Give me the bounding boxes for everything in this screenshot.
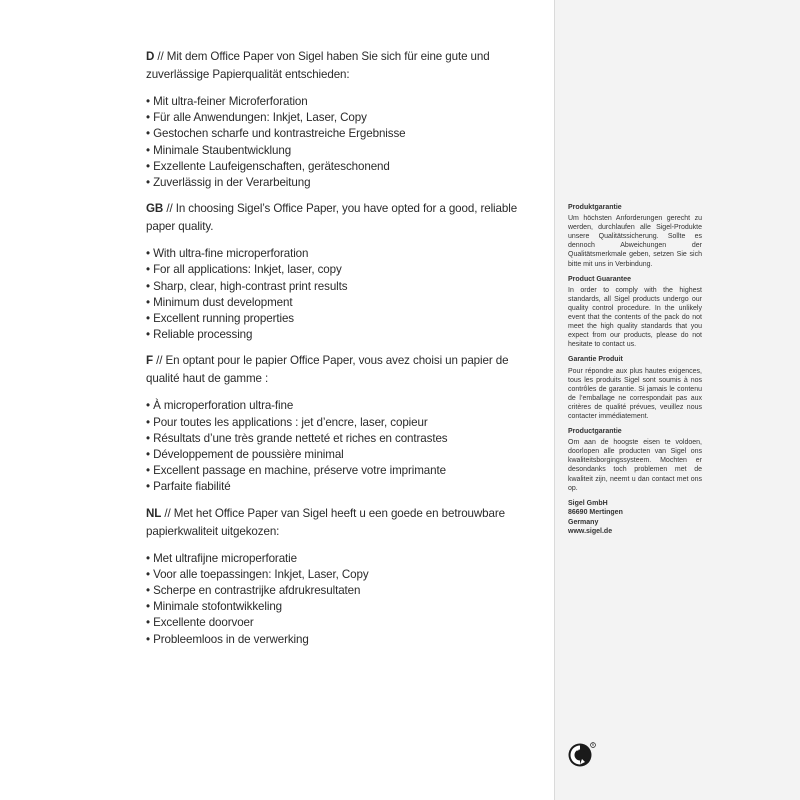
list-item: • Probleemloos in de verwerking <box>146 632 309 646</box>
feature-list <box>146 246 541 343</box>
list-item: • Développement de poussière minimal <box>146 448 344 462</box>
intro-text: // In choosing Sigel’s Office Paper, you have opted for a good, reliable paper quality. <box>146 202 518 234</box>
guarantee-block-nl <box>568 427 702 493</box>
list-item: • Sharp, clear, high-contrast print results <box>146 279 348 293</box>
list-item: • Excellente doorvoer <box>146 616 254 630</box>
language-code: GB <box>146 202 164 216</box>
svg-text:R: R <box>591 743 595 748</box>
main-text-column <box>146 48 541 657</box>
list-item: • Zuverlässig in der Verarbeitung <box>146 176 311 190</box>
company-website: www.sigel.de <box>568 527 613 535</box>
list-item: • Met ultrafijne microperforatie <box>146 551 297 565</box>
green-dot-recycling-icon <box>567 741 597 771</box>
list-item: • Voor alle toepassingen: Inkjet, Laser, Copy <box>146 567 369 581</box>
section-gb <box>146 200 541 343</box>
list-item: • Parfaite fiabilité <box>146 480 231 494</box>
list-item: • Mit ultra-feiner Microferforation <box>146 95 308 108</box>
section-intro <box>146 352 541 388</box>
guarantee-block-de <box>568 203 702 269</box>
company-city: 86690 Mertingen <box>568 509 623 517</box>
language-code: D <box>146 50 155 63</box>
guarantee-title: Garantie Produit <box>568 356 623 364</box>
intro-text: // Mit dem Office Paper von Sigel haben Sie sich für eine gute und zuverlässige Papierqualität entschieden: <box>146 50 490 81</box>
section-intro <box>146 48 541 84</box>
list-item: • Minimale stofontwikkeling <box>146 600 283 614</box>
list-item: • Excellent passage en machine, préserve votre imprimante <box>146 464 446 478</box>
list-item: • With ultra-fine microperforation <box>146 247 309 261</box>
section-de <box>146 48 541 191</box>
list-item: • Scherpe en contrastrijke afdrukresultaten <box>146 584 361 598</box>
guarantee-text: In order to comply with the highest standards, all Sigel products undergo our quality control procedure. In the unlikely event that the contents of the pack do not meet the high quality standards that you expect from our products, please do not hesitate to contact us. <box>568 286 702 349</box>
guarantee-text: Om aan de hoogste eisen te voldoen, doorlopen alle producten van Sigel ons kwaliteitsborgingssysteem. Mochten er desondanks toch problemen met de kwaliteit zijn, neemt u dan contact met ons op. <box>568 439 702 492</box>
guarantee-title: Product Guarantee <box>568 275 632 283</box>
list-item: • Résultats d’une très grande netteté et riches en contrastes <box>146 431 448 445</box>
section-intro <box>146 200 541 236</box>
guarantee-title: Produktgarantie <box>568 204 622 211</box>
list-item: • Exzellente Laufeigenschaften, geräteschonend <box>146 159 390 173</box>
company-country: Germany <box>568 518 599 526</box>
guarantee-block-fr <box>568 355 702 421</box>
feature-list <box>146 94 541 191</box>
list-item: • Gestochen scharfe und kontrastreiche Ergebnisse <box>146 127 406 141</box>
language-code: NL <box>146 506 162 520</box>
guarantee-column <box>568 203 702 536</box>
section-intro <box>146 505 541 541</box>
list-item: • Reliable processing <box>146 328 253 342</box>
guarantee-title: Productgarantie <box>568 428 622 436</box>
guarantee-text: Um höchsten Anforderungen gerecht zu werden, durchlaufen alle Sigel-Produkte unsere Qualitätssicherung. Sollte es dennoch Abweichungen der Qualitätsmerkmale geben, setzen Sie sich bitte mit uns in Verbindung. <box>568 215 702 268</box>
list-item: • Für alle Anwendungen: Inkjet, Laser, Copy <box>146 111 367 125</box>
guarantee-block-gb <box>568 275 702 350</box>
section-nl <box>146 505 541 648</box>
list-item: • Excellent running properties <box>146 312 294 326</box>
list-item: • For all applications: Inkjet, laser, copy <box>146 263 342 277</box>
list-item: • Minimum dust development <box>146 295 293 309</box>
section-fr <box>146 352 541 495</box>
intro-text: // Met het Office Paper van Sigel heeft u een goede en betrouwbare papierkwaliteit uitgekozen: <box>146 506 505 538</box>
intro-text: // En optant pour le papier Office Paper, vous avez choisi un papier de qualité haut de gamme : <box>146 354 509 386</box>
company-name: Sigel GmbH <box>568 499 608 507</box>
guarantee-text: Pour répondre aux plus hautes exigences, tous les produits Sigel sont soumis à nos contrôles de garantie. Si jamais le contenu de l’emballage ne correspondait pas aux critères de qualité prévues, veuillez nous contacter immédiatement. <box>568 367 702 420</box>
feature-list <box>146 398 541 495</box>
language-code: F <box>146 354 153 368</box>
list-item: • À microperforation ultra-fine <box>146 399 294 413</box>
list-item: • Pour toutes les applications : jet d’encre, laser, copieur <box>146 415 428 429</box>
feature-list <box>146 551 541 648</box>
list-item: • Minimale Staubentwicklung <box>146 143 292 157</box>
company-address <box>568 499 702 537</box>
